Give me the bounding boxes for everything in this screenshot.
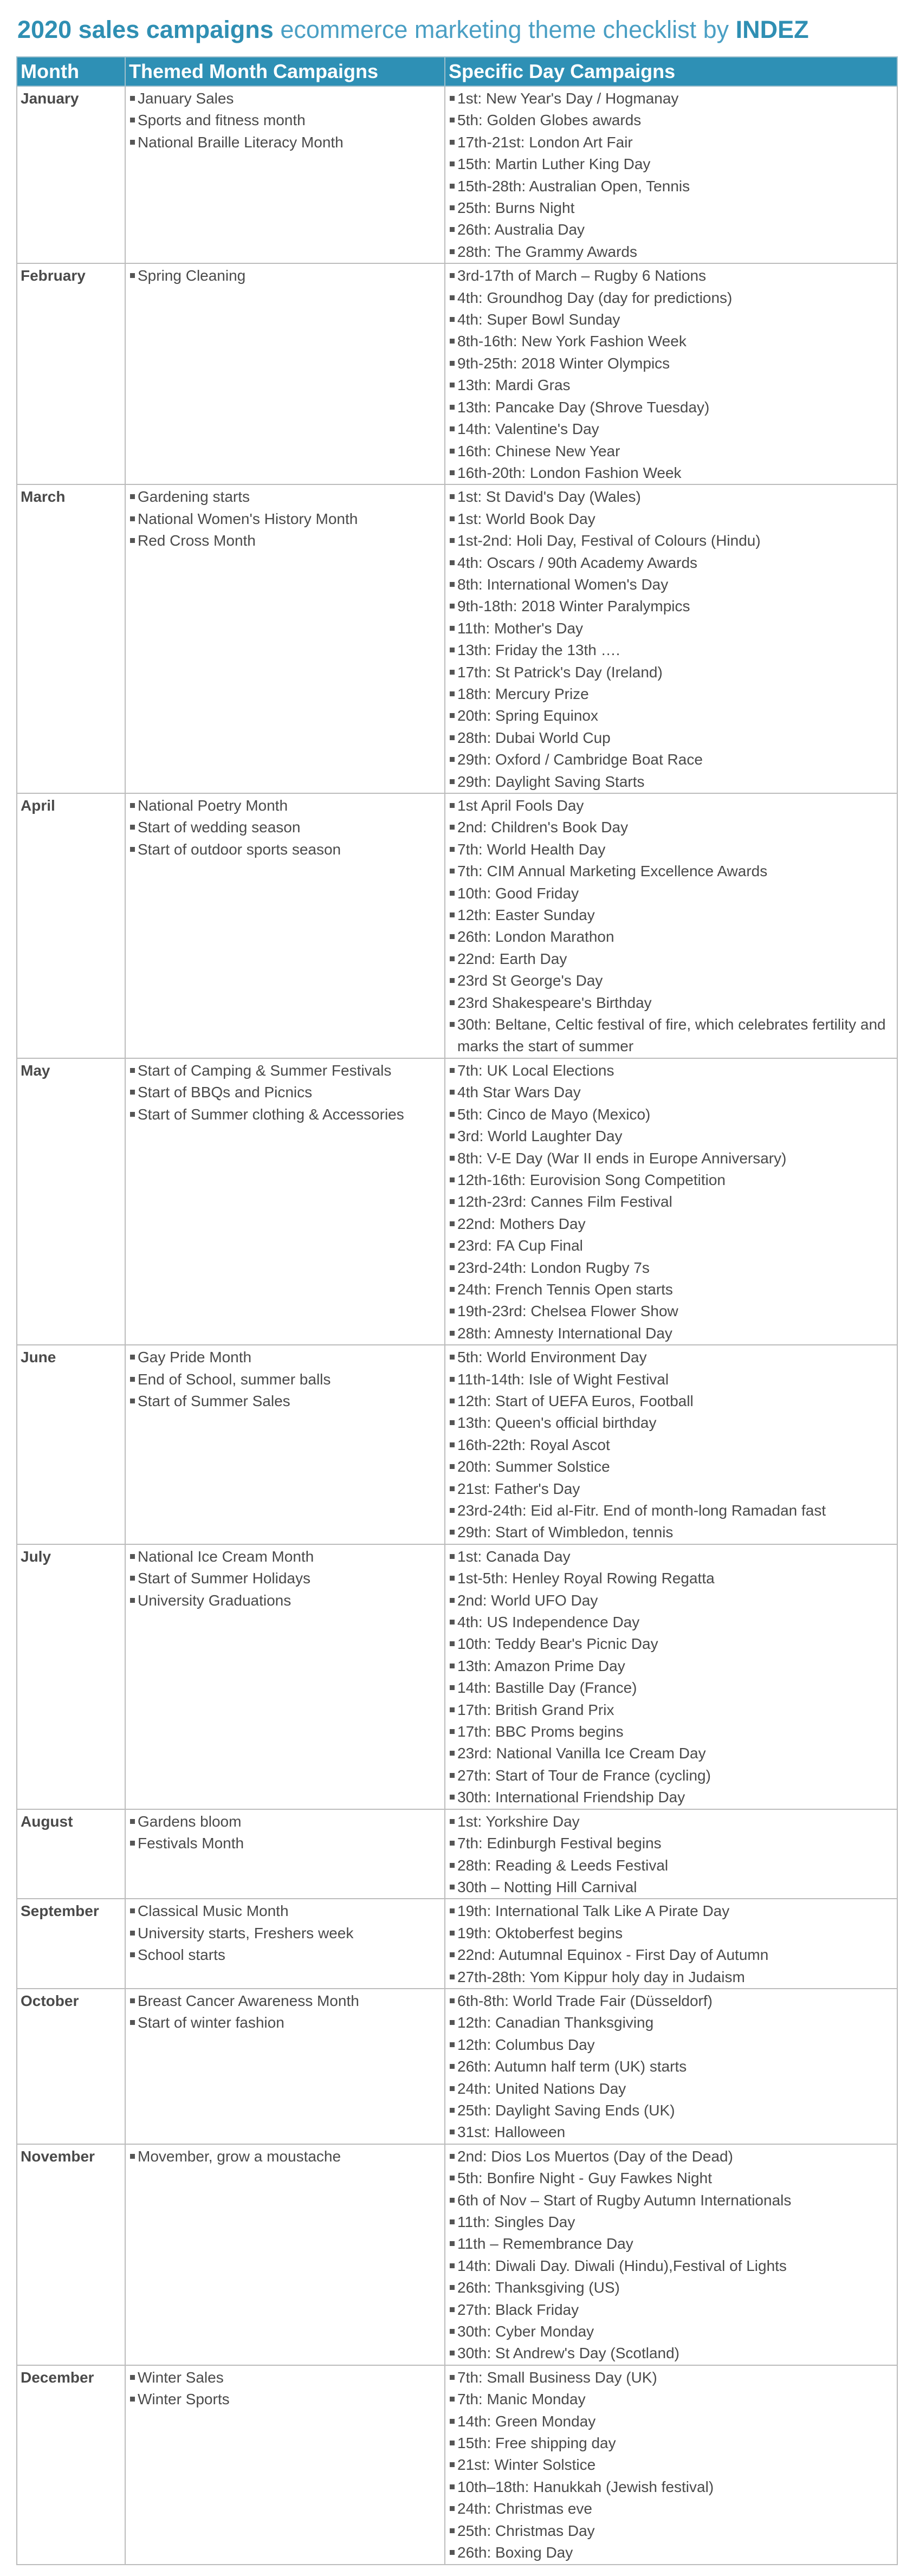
day-item: 24th: Christmas eve bbox=[449, 2498, 893, 2520]
day-item: 23rd-24th: Eid al-Fitr. End of month-long Ramadan fast bbox=[449, 1500, 893, 1522]
day-item: 26th: Australia Day bbox=[449, 219, 893, 241]
day-item: 15th-28th: Australian Open, Tennis bbox=[449, 176, 893, 197]
table-row bbox=[17, 263, 897, 484]
day-item: 24th: French Tennis Open starts bbox=[449, 1279, 893, 1300]
day-item: 11th-14th: Isle of Wight Festival bbox=[449, 1369, 893, 1390]
day-item: 28th: Dubai World Cup bbox=[449, 727, 893, 749]
day-item: 1st: St David's Day (Wales) bbox=[449, 486, 893, 508]
day-item: 10th: Teddy Bear's Picnic Day bbox=[449, 1633, 893, 1655]
day-item: 12th-23rd: Cannes Film Festival bbox=[449, 1191, 893, 1213]
day-item: 29th: Oxford / Cambridge Boat Race bbox=[449, 749, 893, 771]
day-item: 25th: Daylight Saving Ends (UK) bbox=[449, 2100, 893, 2121]
themed-cell bbox=[125, 1989, 445, 2144]
themed-cell-list bbox=[129, 1345, 441, 1412]
day-item: 8th: V-E Day (War II ends in Europe Anniversary) bbox=[449, 1148, 893, 1169]
day-item: 12th: Canadian Thanksgiving bbox=[449, 2012, 893, 2034]
month-cell: September bbox=[17, 1899, 125, 1989]
days-cell-list bbox=[449, 2366, 893, 2564]
day-item: 12th-16th: Eurovision Song Competition bbox=[449, 1169, 893, 1191]
themed-item: National Braille Literacy Month bbox=[129, 132, 441, 153]
themed-item: Classical Music Month bbox=[129, 1900, 441, 1922]
table-row bbox=[17, 2144, 897, 2365]
themed-item: Winter Sales bbox=[129, 2367, 441, 2389]
themed-item: Gardening starts bbox=[129, 486, 441, 508]
day-item: 7th: UK Local Elections bbox=[449, 1060, 893, 1082]
days-cell-list bbox=[449, 1545, 893, 1809]
days-cell-list bbox=[449, 87, 893, 263]
day-item: 22nd: Earth Day bbox=[449, 948, 893, 970]
themed-item: University starts, Freshers week bbox=[129, 1923, 441, 1944]
day-item: 17th: British Grand Prix bbox=[449, 1699, 893, 1721]
day-item: 24th: United Nations Day bbox=[449, 2078, 893, 2100]
day-item: 14th: Bastille Day (France) bbox=[449, 1677, 893, 1699]
days-cell bbox=[445, 484, 897, 793]
themed-item: National Poetry Month bbox=[129, 795, 441, 817]
day-item: 30th: Beltane, Celtic festival of fire, which celebrates fertility and marks the start of summer bbox=[449, 1014, 893, 1058]
day-item: 25th: Burns Night bbox=[449, 197, 893, 219]
day-item: 2nd: Dios Los Muertos (Day of the Dead) bbox=[449, 2146, 893, 2167]
day-item: 17th: St Patrick's Day (Ireland) bbox=[449, 662, 893, 683]
day-item: 7th: CIM Annual Marketing Excellence Awards bbox=[449, 860, 893, 882]
themed-cell-list bbox=[129, 1989, 441, 2034]
day-item: 6th-8th: World Trade Fair (Düsseldorf) bbox=[449, 1990, 893, 2012]
month-cell: January bbox=[17, 86, 125, 263]
day-item: 19th: Oktoberfest begins bbox=[449, 1923, 893, 1944]
day-item: 30th: Cyber Monday bbox=[449, 2321, 893, 2342]
themed-cell bbox=[125, 2365, 445, 2565]
themed-item: Start of Camping & Summer Festivals bbox=[129, 1060, 441, 1082]
themed-item: University Graduations bbox=[129, 1590, 441, 1611]
day-item: 8th: International Women's Day bbox=[449, 574, 893, 596]
day-item: 21st: Winter Solstice bbox=[449, 2454, 893, 2476]
day-item: 10th: Good Friday bbox=[449, 883, 893, 904]
day-item: 5th: Golden Globes awards bbox=[449, 109, 893, 131]
themed-item: Start of Summer Sales bbox=[129, 1390, 441, 1412]
day-item: 23rd Shakespeare's Birthday bbox=[449, 992, 893, 1014]
day-item: 22nd: Autumnal Equinox - First Day of Autumn bbox=[449, 1944, 893, 1966]
table-row bbox=[17, 793, 897, 1058]
day-item: 13th: Pancake Day (Shrove Tuesday) bbox=[449, 397, 893, 418]
days-cell bbox=[445, 263, 897, 484]
day-item: 17th-21st: London Art Fair bbox=[449, 132, 893, 153]
day-item: 4th: US Independence Day bbox=[449, 1611, 893, 1633]
day-item: 4th: Oscars / 90th Academy Awards bbox=[449, 552, 893, 574]
themed-item: Start of BBQs and Picnics bbox=[129, 1082, 441, 1103]
day-item: 6th of Nov – Start of Rugby Autumn Internationals bbox=[449, 2190, 893, 2211]
day-item: 4th Star Wars Day bbox=[449, 1082, 893, 1103]
day-item: 9th-25th: 2018 Winter Olympics bbox=[449, 353, 893, 374]
days-cell-list bbox=[449, 1989, 893, 2144]
day-item: 18th: Mercury Prize bbox=[449, 683, 893, 705]
day-item: 23rd: National Vanilla Ice Cream Day bbox=[449, 1743, 893, 1764]
campaign-table bbox=[16, 56, 898, 2565]
days-cell bbox=[445, 1345, 897, 1544]
days-cell bbox=[445, 2144, 897, 2365]
day-item: 1st: New Year's Day / Hogmanay bbox=[449, 88, 893, 109]
table-row bbox=[17, 1058, 897, 1345]
themed-item: Winter Sports bbox=[129, 2389, 441, 2410]
days-cell-list bbox=[449, 1345, 893, 1544]
header-themed: Themed Month Campaigns bbox=[125, 57, 445, 86]
themed-item: Start of Summer clothing & Accessories bbox=[129, 1104, 441, 1125]
themed-cell bbox=[125, 1899, 445, 1989]
day-item: 27th: Black Friday bbox=[449, 2299, 893, 2321]
days-cell-list bbox=[449, 264, 893, 484]
days-cell-list bbox=[449, 794, 893, 1058]
day-item: 20th: Summer Solstice bbox=[449, 1456, 893, 1478]
day-item: 26th: Thanksgiving (US) bbox=[449, 2277, 893, 2299]
day-item: 29th: Daylight Saving Starts bbox=[449, 771, 893, 793]
day-item: 26th: London Marathon bbox=[449, 926, 893, 948]
day-item: 27th: Start of Tour de France (cycling) bbox=[449, 1765, 893, 1787]
day-item: 17th: BBC Proms begins bbox=[449, 1721, 893, 1743]
themed-item: Gardens bloom bbox=[129, 1811, 441, 1833]
themed-item: School starts bbox=[129, 1944, 441, 1966]
day-item: 7th: Edinburgh Festival begins bbox=[449, 1833, 893, 1854]
themed-item: Red Cross Month bbox=[129, 530, 441, 552]
day-item: 23rd: FA Cup Final bbox=[449, 1235, 893, 1257]
month-cell: February bbox=[17, 263, 125, 484]
day-item: 1st: Canada Day bbox=[449, 1546, 893, 1568]
themed-cell-list bbox=[129, 794, 441, 860]
day-item: 7th: Small Business Day (UK) bbox=[449, 2367, 893, 2389]
themed-cell bbox=[125, 1058, 445, 1345]
day-item: 16th: Chinese New Year bbox=[449, 441, 893, 462]
month-cell: May bbox=[17, 1058, 125, 1345]
table-row bbox=[17, 86, 897, 263]
day-item: 13th: Queen's official birthday bbox=[449, 1412, 893, 1434]
themed-item: Sports and fitness month bbox=[129, 109, 441, 131]
day-item: 28th: Amnesty International Day bbox=[449, 1323, 893, 1344]
days-cell-list bbox=[449, 1810, 893, 1899]
days-cell bbox=[445, 1899, 897, 1989]
themed-item: National Ice Cream Month bbox=[129, 1546, 441, 1568]
month-cell: June bbox=[17, 1345, 125, 1544]
themed-cell bbox=[125, 1544, 445, 1809]
day-item: 11th – Remembrance Day bbox=[449, 2233, 893, 2255]
themed-cell-list bbox=[129, 2145, 441, 2167]
days-cell bbox=[445, 2365, 897, 2565]
day-item: 13th: Amazon Prime Day bbox=[449, 1655, 893, 1677]
table-row bbox=[17, 1899, 897, 1989]
table-body bbox=[17, 86, 897, 2565]
day-item: 15th: Free shipping day bbox=[449, 2432, 893, 2454]
table-row bbox=[17, 2365, 897, 2565]
day-item: 21st: Father's Day bbox=[449, 1478, 893, 1500]
table-row bbox=[17, 484, 897, 793]
day-item: 9th-18th: 2018 Winter Paralympics bbox=[449, 596, 893, 617]
themed-item: End of School, summer balls bbox=[129, 1369, 441, 1390]
day-item: 4th: Super Bowl Sunday bbox=[449, 309, 893, 331]
themed-cell bbox=[125, 793, 445, 1058]
table-row bbox=[17, 1809, 897, 1899]
day-item: 22nd: Mothers Day bbox=[449, 1213, 893, 1235]
themed-cell bbox=[125, 484, 445, 793]
themed-item: January Sales bbox=[129, 88, 441, 109]
days-cell-list bbox=[449, 1059, 893, 1344]
day-item: 1st-2nd: Holi Day, Festival of Colours (Hindu) bbox=[449, 530, 893, 552]
day-item: 14th: Diwali Day. Diwali (Hindu),Festival of Lights bbox=[449, 2255, 893, 2277]
themed-item: Festivals Month bbox=[129, 1833, 441, 1854]
themed-cell bbox=[125, 1809, 445, 1899]
day-item: 20th: Spring Equinox bbox=[449, 705, 893, 727]
day-item: 29th: Start of Wimbledon, tennis bbox=[449, 1522, 893, 1543]
day-item: 23rd-24th: London Rugby 7s bbox=[449, 1257, 893, 1279]
month-cell: October bbox=[17, 1989, 125, 2144]
day-item: 10th–18th: Hanukkah (Jewish festival) bbox=[449, 2476, 893, 2498]
day-item: 8th-16th: New York Fashion Week bbox=[449, 331, 893, 352]
themed-cell-list bbox=[129, 2366, 441, 2411]
themed-item: Start of outdoor sports season bbox=[129, 839, 441, 860]
themed-cell bbox=[125, 263, 445, 484]
day-item: 11th: Mother's Day bbox=[449, 618, 893, 639]
title-brand: INDEZ bbox=[735, 16, 809, 43]
day-item: 7th: Manic Monday bbox=[449, 2389, 893, 2410]
header-days: Specific Day Campaigns bbox=[445, 57, 897, 86]
page-title bbox=[17, 14, 897, 49]
themed-item: Gay Pride Month bbox=[129, 1347, 441, 1368]
day-item: 13th: Friday the 13th …. bbox=[449, 639, 893, 661]
day-item: 13th: Mardi Gras bbox=[449, 374, 893, 396]
themed-item: Start of wedding season bbox=[129, 817, 441, 838]
day-item: 31st: Halloween bbox=[449, 2121, 893, 2143]
day-item: 1st April Fools Day bbox=[449, 795, 893, 817]
themed-cell-list bbox=[129, 264, 441, 287]
day-item: 23rd St George's Day bbox=[449, 970, 893, 992]
day-item: 25th: Christmas Day bbox=[449, 2520, 893, 2542]
day-item: 15th: Martin Luther King Day bbox=[449, 153, 893, 175]
days-cell bbox=[445, 1809, 897, 1899]
day-item: 16th-20th: London Fashion Week bbox=[449, 462, 893, 484]
days-cell bbox=[445, 1544, 897, 1809]
day-item: 12th: Columbus Day bbox=[449, 2034, 893, 2056]
themed-item: Start of Summer Holidays bbox=[129, 1568, 441, 1589]
day-item: 4th: Groundhog Day (day for predictions) bbox=[449, 287, 893, 309]
themed-item: Breast Cancer Awareness Month bbox=[129, 1990, 441, 2012]
themed-item: Start of winter fashion bbox=[129, 2012, 441, 2034]
month-cell: March bbox=[17, 484, 125, 793]
themed-cell bbox=[125, 1345, 445, 1544]
themed-cell-list bbox=[129, 485, 441, 552]
day-item: 30th: St Andrew's Day (Scotland) bbox=[449, 2342, 893, 2364]
day-item: 12th: Easter Sunday bbox=[449, 904, 893, 926]
day-item: 7th: World Health Day bbox=[449, 839, 893, 860]
themed-cell-list bbox=[129, 1545, 441, 1611]
table-row bbox=[17, 1989, 897, 2144]
day-item: 26th: Boxing Day bbox=[449, 2542, 893, 2564]
day-item: 14th: Valentine's Day bbox=[449, 418, 893, 440]
month-cell: December bbox=[17, 2365, 125, 2565]
table-header-row bbox=[17, 57, 897, 86]
title-light: ecommerce marketing theme checklist by bbox=[280, 16, 729, 43]
header-month: Month bbox=[17, 57, 125, 86]
day-item: 30th: International Friendship Day bbox=[449, 1787, 893, 1808]
month-cell: April bbox=[17, 793, 125, 1058]
themed-cell-list bbox=[129, 1810, 441, 1855]
table-row bbox=[17, 1544, 897, 1809]
themed-item: Movember, grow a moustache bbox=[129, 2146, 441, 2167]
day-item: 1st-5th: Henley Royal Rowing Regatta bbox=[449, 1568, 893, 1589]
days-cell-list bbox=[449, 1899, 893, 1988]
days-cell bbox=[445, 86, 897, 263]
month-cell: August bbox=[17, 1809, 125, 1899]
month-cell: November bbox=[17, 2144, 125, 2365]
day-item: 5th: Bonfire Night - Guy Fawkes Night bbox=[449, 2167, 893, 2189]
day-item: 3rd: World Laughter Day bbox=[449, 1125, 893, 1147]
day-item: 28th: Reading & Leeds Festival bbox=[449, 1855, 893, 1876]
day-item: 30th – Notting Hill Carnival bbox=[449, 1876, 893, 1898]
themed-cell bbox=[125, 86, 445, 263]
days-cell-list bbox=[449, 2145, 893, 2365]
themed-cell-list bbox=[129, 87, 441, 153]
themed-item: National Women's History Month bbox=[129, 508, 441, 530]
days-cell bbox=[445, 1989, 897, 2144]
day-item: 19th-23rd: Chelsea Flower Show bbox=[449, 1300, 893, 1322]
day-item: 12th: Start of UEFA Euros, Football bbox=[449, 1390, 893, 1412]
days-cell bbox=[445, 793, 897, 1058]
title-bold: 2020 sales campaigns bbox=[17, 16, 274, 43]
day-item: 11th: Singles Day bbox=[449, 2211, 893, 2233]
themed-item: Spring Cleaning bbox=[129, 265, 441, 287]
table-row bbox=[17, 1345, 897, 1544]
day-item: 1st: World Book Day bbox=[449, 508, 893, 530]
days-cell-list bbox=[449, 485, 893, 793]
day-item: 19th: International Talk Like A Pirate Day bbox=[449, 1900, 893, 1922]
day-item: 3rd-17th of March – Rugby 6 Nations bbox=[449, 265, 893, 287]
day-item: 26th: Autumn half term (UK) starts bbox=[449, 2056, 893, 2077]
day-item: 5th: Cinco de Mayo (Mexico) bbox=[449, 1104, 893, 1125]
day-item: 1st: Yorkshire Day bbox=[449, 1811, 893, 1833]
day-item: 27th-28th: Yom Kippur holy day in Judaism bbox=[449, 1966, 893, 1988]
day-item: 2nd: World UFO Day bbox=[449, 1590, 893, 1611]
days-cell bbox=[445, 1058, 897, 1345]
day-item: 28th: The Grammy Awards bbox=[449, 241, 893, 263]
day-item: 2nd: Children's Book Day bbox=[449, 817, 893, 838]
themed-cell bbox=[125, 2144, 445, 2365]
day-item: 16th-22th: Royal Ascot bbox=[449, 1434, 893, 1456]
day-item: 14th: Green Monday bbox=[449, 2411, 893, 2432]
month-cell: July bbox=[17, 1544, 125, 1809]
themed-cell-list bbox=[129, 1899, 441, 1966]
day-item: 5th: World Environment Day bbox=[449, 1347, 893, 1368]
themed-cell-list bbox=[129, 1059, 441, 1125]
